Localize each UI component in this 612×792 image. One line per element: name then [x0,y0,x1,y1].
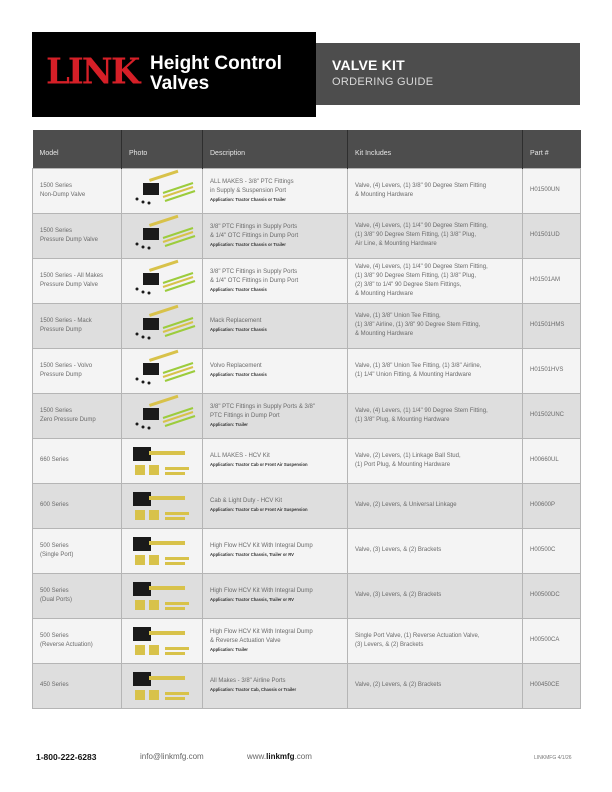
cell-photo [122,213,203,258]
description-line: & 1/4" OTC Fittings in Dump Port [210,232,299,239]
kit-line: Valve, (2) Levers, (1) Linkage Ball Stud, [355,452,461,459]
cell-photo [122,663,203,708]
application-note: Application: Tractor Chassis, Trailer or RV [210,552,294,557]
cell-kit-includes [348,393,523,438]
model-line: 500 Series [40,587,69,594]
kit-line: (1) Port Plug, & Mounting Hardware [355,461,451,468]
description-line: 3/8" PTC Fittings in Supply Ports [210,268,298,275]
cell-model [33,258,122,303]
cell-description [203,258,348,303]
cell-kit-includes [348,573,523,618]
brand-title-line2: Valves [150,73,210,94]
description-line: Mack Replacement [210,318,262,324]
model-line: 1500 Series [40,407,73,414]
model-line: Zero Pressure Dump [40,416,96,423]
table-row [33,618,581,663]
document-title: VALVE KIT [332,57,405,73]
cell-description [203,663,348,708]
table-row [33,213,581,258]
cell-photo [122,438,203,483]
kit-line: Valve, (4) Levers, (1) 1/4" 90 Degree Stem Fitting, [355,263,488,270]
table-row [33,258,581,303]
cell-description [203,168,348,213]
cell-part-number: H01501UD [523,213,581,258]
cell-part-number: H01502UNC [523,393,581,438]
description-line: High Flow HCV Kit With Integral Dump [210,588,313,594]
col-header-description: Description [203,130,348,168]
kit-line: & Mounting Hardware [355,290,414,297]
kit-line: (1) 3/8" 90 Degree Stem Fitting, (1) 3/8" Plug, [355,272,476,279]
valve-kit-photo [123,574,201,614]
web-domain: linkmfg [266,752,295,761]
link-logo: LINK [46,51,139,93]
model-line: (Dual Ports) [40,596,73,603]
kit-line: Valve, (1) 3/8" Union Tee Fitting, (1) 3/8" Airline, [355,362,482,369]
table-row [33,348,581,393]
cell-kit-includes [348,258,523,303]
table-row [33,663,581,708]
cell-model [33,438,122,483]
cell-model [33,663,122,708]
kit-line: Valve, (3) Levers, & (2) Brackets [355,547,442,553]
document-title-block [316,43,580,105]
cell-kit-includes [348,168,523,213]
col-header-model: Model [33,130,122,168]
model-line: Non-Dump Valve [40,191,86,198]
description-line: High Flow HCV Kit With Integral Dump [210,543,313,549]
col-header-photo: Photo [122,130,203,168]
model-line: Pressure Dump [40,326,82,333]
model-line: 1500 Series [40,227,73,234]
valve-kit-photo [123,349,201,389]
application-note: Application: Tractor Cab or Front Air Suspension [210,507,308,512]
cell-part-number: H01501AM [523,258,581,303]
cell-part-number: H00500CA [523,618,581,663]
cell-description [203,303,348,348]
cell-photo [122,393,203,438]
col-header-kit-includes: Kit Includes [348,130,523,168]
model-line: 1500 Series [40,182,73,189]
cell-photo [122,258,203,303]
table-row [33,483,581,528]
footer-document-code: LINKMFG 4/1/26 [534,755,572,761]
table-header-row [33,130,581,168]
description-line: & Reverse Actuation Valve [210,637,281,644]
valve-kit-photo [123,529,201,569]
valve-kit-photo [123,484,201,524]
cell-model [33,348,122,393]
cell-model [33,618,122,663]
model-line: Pressure Dump Valve [40,281,98,288]
cell-model [33,573,122,618]
cell-part-number: H00660UL [523,438,581,483]
valve-kit-photo [123,304,201,344]
web-suffix: .com [294,752,312,761]
description-line: High Flow HCV Kit With Integral Dump [210,628,313,635]
model-line: 1500 Series - All Makes [40,272,104,279]
description-line: PTC Fittings in Dump Port [210,412,280,419]
valve-kit-photo [123,259,201,299]
valve-kit-photo [123,169,201,209]
cell-description [203,348,348,393]
valve-kit-photo [123,619,201,659]
cell-description [203,438,348,483]
description-line: in Supply & Suspension Port [210,187,287,194]
cell-part-number: H01501HMS [523,303,581,348]
cell-part-number: H00500DC [523,573,581,618]
cell-part-number: H01500UN [523,168,581,213]
model-line: 500 Series [40,632,69,639]
kit-line: & Mounting Hardware [355,191,414,198]
brand-title [150,54,282,94]
cell-model [33,393,122,438]
footer-email[interactable]: info@linkmfg.com [140,752,204,761]
kit-line: (2) 3/8" to 1/4" 90 Degree Stem Fittings, [355,281,462,288]
application-note: Application: Tractor Chassis [210,372,267,377]
cell-photo [122,303,203,348]
cell-model [33,483,122,528]
kit-line: Valve, (1) 3/8" Union Tee Fitting, [355,313,441,319]
cell-kit-includes [348,663,523,708]
kit-line: (3) Levers, & (2) Brackets [355,641,424,648]
model-line: (Single Port) [40,551,74,558]
description-line: Cab & Light Duty - HCV Kit [210,498,283,504]
kit-line: Valve, (2) Levers, & Universal Linkage [355,502,457,508]
table-row [33,528,581,573]
kit-line: Single Port Valve, (1) Reverse Actuation Valve, [355,632,480,639]
application-note: Application: Tractor Chassis, Trailer or RV [210,597,294,602]
kit-line: (1) 1/4" Union Fitting, & Mounting Hardware [355,371,472,378]
kit-line: (1) 3/8" Plug, & Mounting Hardware [355,416,450,423]
model-line: Pressure Dump [40,371,82,378]
cell-description [203,573,348,618]
model-line: 500 Series [40,542,69,549]
brand-title-line1: Height Control [150,53,282,74]
footer-phone: 1-800-222-6283 [36,752,97,762]
col-header-part-number: Part # [523,130,581,168]
cell-description [203,393,348,438]
cell-photo [122,573,203,618]
kit-line: & Mounting Hardware [355,331,414,337]
description-line: Volvo Replacement [210,363,262,369]
model-line: 660 Series [40,457,69,463]
kit-line: Valve, (2) Levers, & (2) Brackets [355,682,442,688]
cell-part-number: H01501HVS [523,348,581,393]
valve-kit-photo [123,394,201,434]
cell-model [33,303,122,348]
document-subtitle: ORDERING GUIDE [332,76,434,88]
model-line: 450 Series [40,682,69,688]
table-row [33,303,581,348]
cell-part-number: H00450CE [523,663,581,708]
table-row [33,393,581,438]
application-note: Application: Tractor Chassis [210,286,267,292]
model-line: (Reverse Actuation) [40,641,93,648]
cell-photo [122,168,203,213]
kit-line: Air Line, & Mounting Hardware [355,241,437,247]
application-note: Application: Tractor Chassis or Trailer [210,241,286,247]
cell-kit-includes [348,348,523,393]
cell-model [33,168,122,213]
kit-line: Valve, (4) Levers, (1) 1/4" 90 Degree Stem Fitting, [355,407,488,414]
description-line: & 1/4" OTC Fittings in Dump Port [210,277,299,284]
cell-kit-includes [348,303,523,348]
cell-description [203,483,348,528]
kit-line: Valve, (4) Levers, (1) 3/8" 90 Degree Stem Fitting [355,182,487,189]
valve-kit-photo [123,439,201,479]
kit-line: (1) 3/8" 90 Degree Stem Fitting, (1) 3/8" Plug, [355,232,476,238]
model-line: 1500 Series - Volvo [40,362,93,369]
cell-part-number: H00600P [523,483,581,528]
table-row [33,438,581,483]
kit-line: Valve, (4) Levers, (1) 1/4" 90 Degree Stem Fitting, [355,223,488,229]
description-line: ALL MAKES - 3/8" PTC Fittings [210,178,294,185]
brand-header [32,32,316,117]
application-note: Application: Trailer [210,646,248,652]
footer-website[interactable] [247,752,312,761]
description-line: All Makes - 3/8" Airline Ports [210,678,286,684]
model-line: 600 Series [40,502,69,508]
kit-line: (1) 3/8" Airline, (1) 3/8" 90 Degree Stem Fitting, [355,322,481,328]
cell-description [203,528,348,573]
cell-description [203,618,348,663]
description-line: 3/8" PTC Fittings in Supply Ports & 3/8" [210,403,315,410]
cell-kit-includes [348,618,523,663]
application-note: Application: Trailer [210,421,248,427]
valve-kit-photo [123,214,201,254]
cell-photo [122,528,203,573]
application-note: Application: Tractor Chassis or Trailer [210,196,286,202]
valve-kit-photo [123,664,201,704]
application-note: Application: Tractor Cab or Front Air Suspension [210,462,308,467]
application-note: Application: Tractor Chassis [210,327,267,332]
cell-kit-includes [348,438,523,483]
cell-photo [122,348,203,393]
description-line: ALL MAKES - HCV Kit [210,453,270,459]
ordering-table [32,130,581,709]
table-row [33,168,581,213]
cell-kit-includes [348,213,523,258]
cell-part-number: H00500C [523,528,581,573]
cell-kit-includes [348,528,523,573]
web-prefix: www. [247,752,267,761]
cell-model [33,213,122,258]
cell-model [33,528,122,573]
cell-photo [122,483,203,528]
cell-kit-includes [348,483,523,528]
description-line: 3/8" PTC Fittings in Supply Ports [210,223,298,230]
kit-line: Valve, (3) Levers, & (2) Brackets [355,592,442,598]
cell-description [203,213,348,258]
table-row [33,573,581,618]
application-note: Application: Tractor Cab, Chassis or Trailer [210,687,297,692]
cell-photo [122,618,203,663]
model-line: 1500 Series - Mack [40,317,92,324]
model-line: Pressure Dump Valve [40,236,98,243]
